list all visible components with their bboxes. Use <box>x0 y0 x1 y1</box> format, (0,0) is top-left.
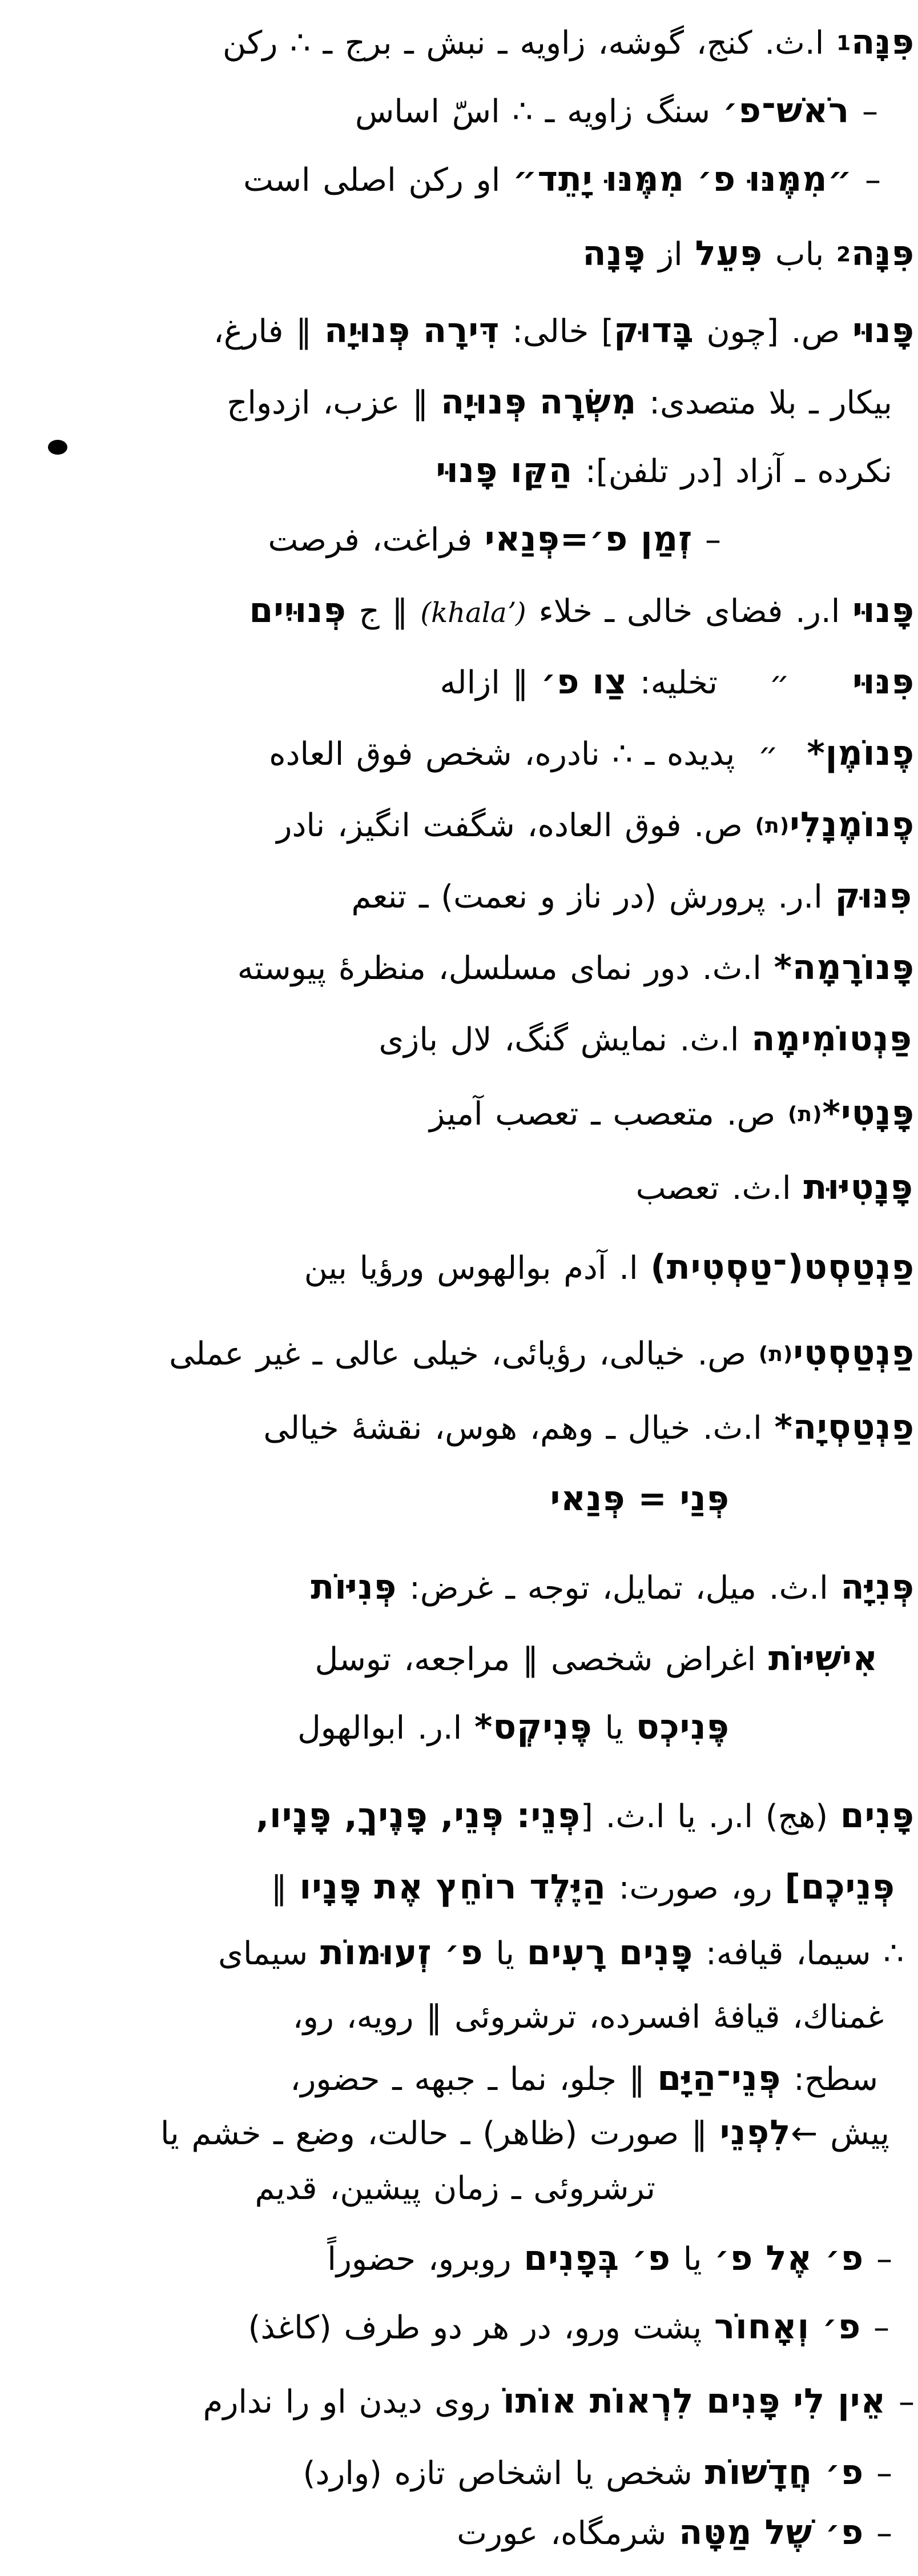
hebrew-text: ״מִמֶּנּוּ פ׳ מִמֶּנּוּ יָתֵד״ <box>513 159 853 199</box>
hebrew-text: פְּנֵי־הַיָּם <box>657 2059 782 2098</box>
persian-text: ״ <box>768 664 790 701</box>
hebrew-text: רֹאשׁ־פ׳ <box>722 91 850 131</box>
persian-text: – <box>849 93 878 130</box>
entry-panui-adj <box>214 311 915 351</box>
entry-pinna-2 <box>582 234 915 274</box>
headword: פַנְטַסְט(־טַסְטִית) <box>650 1247 915 1287</box>
persian-text: ترشروئی ـ زمان پیشین، قدیم <box>255 2170 655 2207</box>
continuation-line <box>227 383 892 422</box>
persian-text: – <box>864 2515 892 2552</box>
ink-blot <box>48 440 67 455</box>
persian-text: ص. متعصب ـ تعصب آمیز <box>429 1096 788 1133</box>
headword: פִּנּוּק <box>835 876 912 916</box>
persian-text: ״ <box>758 736 779 773</box>
sub-entry-ein-li-panim <box>203 2382 915 2421</box>
headword: פָּנוֹרָמָה* <box>774 948 915 988</box>
hebrew-text: פִּעֵל <box>695 234 763 274</box>
headword: פָּנָטִי* <box>822 1093 915 1133</box>
persian-text: – <box>861 2309 889 2346</box>
persian-text: ا.ث. نمایش گنگ، لال بازی <box>379 1021 752 1058</box>
persian-text: ا.ر. ابوالهول <box>297 1710 474 1747</box>
latin-transliteration: (khalaʼ) <box>420 597 526 629</box>
entry-pantomima <box>379 1020 912 1059</box>
persian-text: نكرده ـ آزاد [در تلفن]: <box>573 453 892 490</box>
headword: פֶנוֹמֶן* <box>807 733 915 773</box>
persian-text: بیكار ـ بلا متصدی: <box>637 384 892 422</box>
hebrew-text: בָּדוּק <box>614 311 694 351</box>
entry-pinui <box>440 663 915 702</box>
persian-text: – <box>692 521 721 559</box>
persian-text: ا.ث. كنج، گوشه، زاويه ـ نبش ـ برج ـ ∴ ركن <box>223 25 837 62</box>
sub-entry-rosh-pinna <box>355 91 878 131</box>
continuation-line <box>160 2113 889 2153</box>
persian-text: ص. [چون <box>694 313 853 350</box>
entry-fenomenali <box>276 805 915 845</box>
persian-text: باب <box>763 236 837 273</box>
entry-fantast <box>304 1248 915 1287</box>
sub-entry-panim-veachor <box>248 2308 889 2347</box>
persian-text: – <box>864 2455 892 2492</box>
persian-text: ا. آدم بوالهوس ورؤیا بین <box>304 1250 651 1287</box>
entry-feniks <box>297 1708 730 1747</box>
hebrew-text: דִּירָה פְּנוּיָה <box>324 311 500 351</box>
hebrew-text: פ׳ אֶל פ׳ <box>714 2238 864 2278</box>
persian-text: ص. خیالی، رؤیائی، خیلی عالی ـ غیر عملی <box>169 1335 759 1373</box>
headword: פָּנוּי <box>852 591 915 631</box>
persian-text: – <box>852 162 881 199</box>
persian-text: ‖ ازاله <box>440 664 541 701</box>
entry-pnay-cross-ref <box>550 1479 730 1519</box>
headword: פָּנָטִיּוּת <box>803 1167 913 1207</box>
headword: פָּנִים <box>840 1796 915 1836</box>
persian-text: ا.ر. پرورش (در ناز و نعمت) ـ تنعم <box>351 878 835 916</box>
headword: פָּנוּי <box>852 311 915 351</box>
persian-text: – <box>864 2241 892 2278</box>
entry-fantasya <box>263 1408 915 1447</box>
sub-entry-mimennu-pinna <box>243 160 881 199</box>
continuation-line <box>293 1999 884 2036</box>
headword: פִּנּוּי <box>852 662 915 702</box>
persian-text: ‖ <box>271 1869 300 1907</box>
hebrew-text: פָּנָה <box>582 234 646 274</box>
hebrew-text: פְּנוּיִים <box>249 591 347 631</box>
hebrew-text: הַיֶּלֶד רוֹחֵץ אֶת פָּנָיו <box>299 1867 606 1907</box>
hebrew-text: 2 <box>836 243 852 267</box>
persian-text: ‖ فارغ، <box>213 313 324 350</box>
hebrew-text: אֵין לִי פָּנִים לִרְאוֹת אוֹתוֹ <box>503 2381 887 2421</box>
persian-text: سنگ زاويه ـ ∴ اسّ اساس <box>355 93 723 130</box>
persian-text: از <box>646 236 695 273</box>
persian-text: ا.ث. خیال ـ وهم، هوس، نقشهٔ خیالی <box>263 1410 775 1447</box>
hebrew-text: מִשְׂרָה פְּנוּיָה <box>441 382 637 422</box>
headword: פְּנִיָּה <box>840 1567 915 1607</box>
persian-text: روی دیدن او را ندارم <box>203 2384 504 2421</box>
persian-text: ‖ صورت (ظاهر) ـ حالت، وضع ـ خشم یا <box>160 2115 720 2152</box>
headword: פַּנְטוֹמִימָה <box>751 1019 912 1059</box>
hebrew-text: (ת) <box>758 1342 794 1366</box>
entry-fanatiyut <box>636 1168 913 1207</box>
persian-text: یا <box>670 2241 715 2278</box>
persian-text: روبرو، حضوراً <box>327 2241 524 2278</box>
persian-text: ∴ سیما، قیافه: <box>693 1935 904 1972</box>
entry-fenomen <box>269 734 915 773</box>
hebrew-text: פ׳ וְאָחוֹר <box>714 2307 861 2347</box>
persian-text: سیمای <box>218 1935 320 1972</box>
entry-pinuk <box>351 877 912 916</box>
continuation-line <box>436 451 892 491</box>
persian-text: او ركن اصلی است <box>243 162 513 199</box>
entry-panim <box>256 1796 915 1836</box>
hebrew-text: פֶּנִיקְס* <box>474 1707 593 1747</box>
headword: פֶּנִיכְס <box>635 1707 730 1747</box>
persian-text: ص. فوق العاده، شگفت انگیز، نادر <box>276 807 755 844</box>
persian-text: ‖ ج <box>346 593 421 630</box>
persian-text: یا <box>483 1935 527 1972</box>
persian-text: شرمگاه، عورت <box>457 2515 679 2552</box>
headword: פַנְטַסְטִי <box>793 1333 915 1373</box>
persian-text: شخص یا اشخاص تازه (وارد) <box>303 2455 705 2492</box>
persian-text: رو، صورت: <box>606 1869 785 1907</box>
persian-text: سطح: <box>781 2061 878 2098</box>
hebrew-text: לִפְנֵי <box>719 2113 791 2153</box>
entry-fanati <box>429 1094 915 1133</box>
persian-text: ‖ عزب، ازدواج <box>227 384 441 422</box>
entry-panui-noun <box>249 591 915 631</box>
hebrew-text: זְמַן פ׳=פְּנַאי <box>484 519 693 559</box>
persian-text: ] خالی: <box>500 313 614 350</box>
headword: פְּנַי = פְּנַאי <box>550 1479 730 1519</box>
entry-pniya <box>311 1568 915 1607</box>
hebrew-text: פ׳ זְעוּמוֹת <box>320 1933 484 1973</box>
persian-text: پیش ← <box>791 2115 889 2152</box>
persian-text: ا.ر. فضای خالی ـ خلاء <box>526 593 853 630</box>
persian-text: پشت ورو، در هر دو طرف (كاغذ) <box>248 2309 714 2346</box>
persian-text: غمناك، قیافهٔ افسرده، ترشروئی ‖ رویه، رو، <box>292 1999 884 2036</box>
hebrew-text: פָּנִים רָעִים <box>526 1933 694 1973</box>
sub-entry-zman-panui <box>268 520 722 559</box>
persian-text: یا <box>592 1710 636 1747</box>
persian-text: – <box>886 2384 915 2421</box>
sub-entry-panim-el-panim <box>327 2239 892 2278</box>
hebrew-text: (ת) <box>788 1102 823 1126</box>
hebrew-text: (ת) <box>755 814 790 838</box>
entry-panorama <box>237 948 915 988</box>
headword: פֶנוֹמֶנָלִי <box>790 805 915 845</box>
persian-text: پدیده ـ ∴ نادره، شخص فوق العاده <box>269 736 735 773</box>
hebrew-text: אִישִׁיּוֹת <box>768 1639 878 1679</box>
continuation-line <box>271 1868 895 1907</box>
persian-text: فراغت، فرصت <box>268 521 485 559</box>
persian-text: ا.ث. میل، تمایل، توجه ـ غرض: <box>397 1570 841 1607</box>
continuation-line <box>218 1933 904 1973</box>
continuation-line <box>255 2170 655 2207</box>
entry-fantasti <box>169 1334 915 1373</box>
hebrew-text: 1 <box>836 31 852 55</box>
persian-text: ‖ جلو، نما ـ جبهه ـ حضور، <box>290 2061 658 2098</box>
headword: פִּנָּה <box>851 234 915 274</box>
continuation-line <box>290 2059 878 2098</box>
hebrew-text: פ׳ חֲדָשׁוֹת <box>704 2453 864 2493</box>
continuation-line <box>315 1639 878 1679</box>
persian-text: ا.ث. دور نمای مسلسل، منظرهٔ پیوسته <box>237 950 774 987</box>
hebrew-text: פ׳ שֶׁל מַטָּה <box>679 2513 864 2553</box>
hebrew-text: צַו פ׳ <box>541 662 628 702</box>
hebrew-text: פְּנִיּוֹת <box>311 1567 397 1607</box>
hebrew-text: פְּנֵי: פְּנֵי, פָּנֶיךָ, פָּנָיו, <box>256 1796 581 1836</box>
entry-pinna-1 <box>223 23 915 62</box>
persian-text: اغراض شخصی ‖ مراجعه، توسل <box>315 1641 768 1678</box>
sub-entry-panim-shel-mata <box>457 2513 892 2553</box>
hebrew-text: הַקַּו פָּנוּי <box>436 451 573 491</box>
headword: פִּנָּה <box>851 22 915 62</box>
sub-entry-panim-chadashot <box>303 2453 892 2493</box>
persian-text: (هج) ا.ر. یا ا.ث. [ <box>580 1798 840 1835</box>
hebrew-text: פְּנֵיכֶם] <box>784 1867 895 1907</box>
headword: פַנְטַסְיָה* <box>774 1407 915 1447</box>
hebrew-text: פ׳ בְּפָנִים <box>524 2238 671 2278</box>
persian-text: تخلیه: <box>627 664 718 701</box>
persian-text: ا.ث. تعصب <box>635 1170 804 1207</box>
